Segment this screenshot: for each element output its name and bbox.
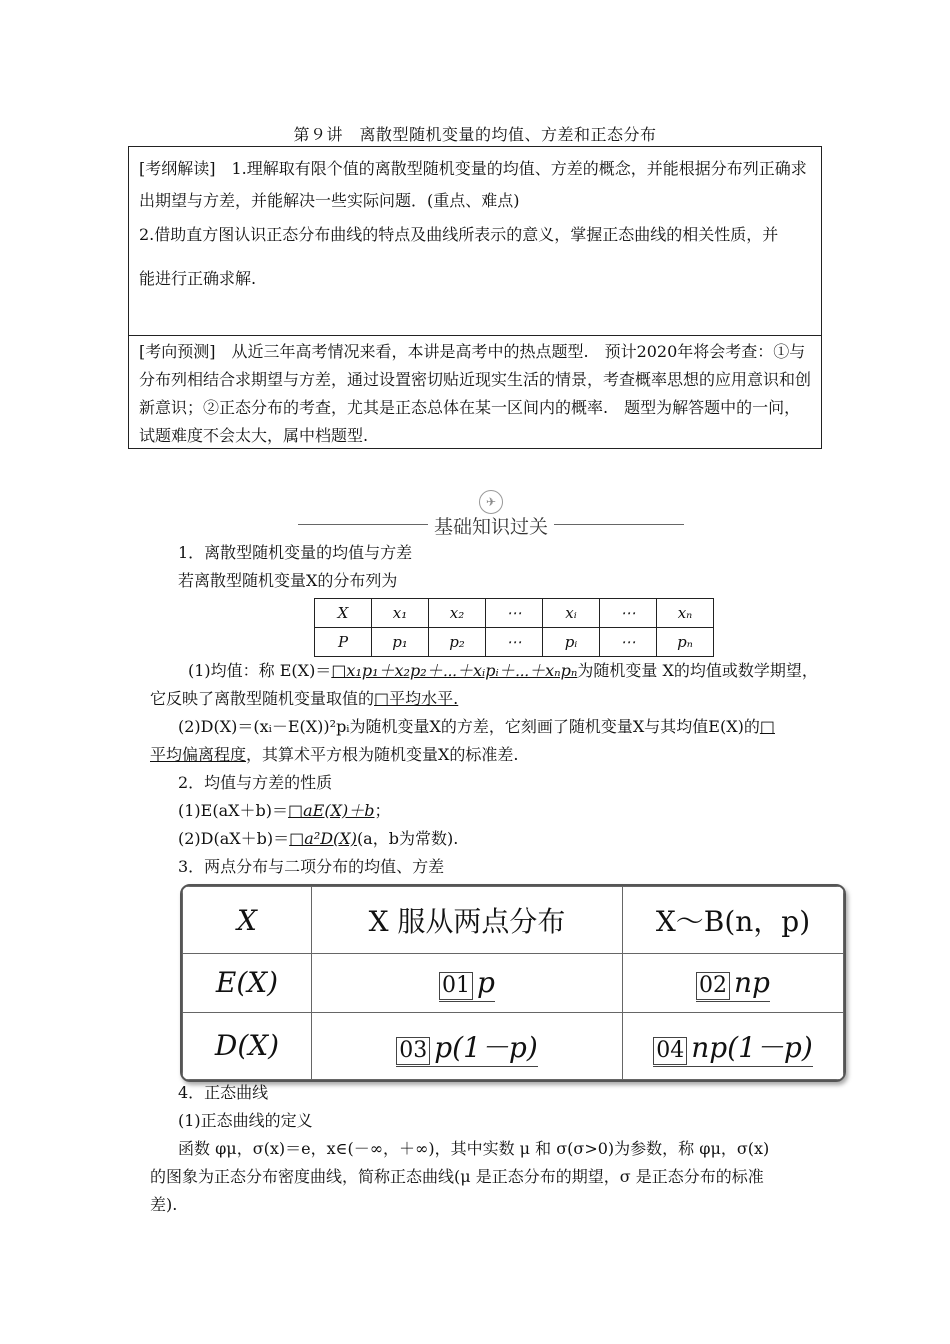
variance-text-2: ，其算术平方根为随机变量X的标准差. bbox=[246, 745, 519, 764]
banner-title: 基础知识过关 bbox=[433, 516, 548, 538]
syllabus-text-1: [考纲解读] 1.理解取有限个值的离散型随机变量的均值、方差的概念，并能根据分布列正确求出期望与方差，并能解决一些实际问题．(重点、难点) bbox=[139, 159, 807, 210]
variance-text: (2)D(X)＝(xᵢ－E(X))²pᵢ为随机变量X的方差，它刻画了随机变量X与其均值E(X)的 bbox=[178, 717, 760, 736]
forecast-text: [考向预测] 从近三年高考情况来看，本讲是高考中的热点题型. 预计2020年将会考查：①与分布列相结合求期望与方差，通过设置密切贴近现实生活的情景，考查概率思想的应用意识和创新意识；②正态分布的考查，尤其是正态总体在某一区间内的概率. 题型为解答题中的一问，试题难度不会太大，属中档题型. bbox=[139, 342, 812, 445]
prop-tail-2: (a，b为常数). bbox=[356, 829, 459, 848]
mean-line-1 bbox=[188, 656, 828, 686]
s4-subheading: (1)正态曲线的定义 bbox=[178, 1111, 313, 1130]
mean-answer-2: □平均水平. bbox=[374, 689, 459, 708]
table-cell: X bbox=[315, 599, 372, 628]
answer-number: 01 bbox=[439, 972, 473, 1000]
table-cell: xᵢ bbox=[543, 599, 600, 628]
row-label: E(X) bbox=[183, 954, 312, 1012]
s4-line-1: 函数 φμ，σ(x)＝e，x∈(－∞，＋∞)，其中实数 μ 和 σ(σ>0)为参数，称 φμ，σ(x) bbox=[178, 1139, 770, 1158]
table-cell: ⋯ bbox=[486, 628, 543, 657]
answer-number: 04 bbox=[653, 1037, 687, 1065]
distribution-summary-table bbox=[180, 884, 846, 1082]
variance-line-2 bbox=[150, 740, 820, 770]
table-cell: ⋯ bbox=[600, 628, 657, 657]
prop-text-1: (1)E(aX＋b)＝ bbox=[178, 801, 289, 820]
variance-line-1 bbox=[178, 712, 828, 742]
prop-line-1 bbox=[178, 796, 848, 826]
forecast-box bbox=[128, 335, 822, 449]
mean-text: (1)均值：称 E(X)＝ bbox=[188, 661, 332, 680]
table-cell: pᵢ bbox=[543, 628, 600, 657]
table-cell: pₙ bbox=[657, 628, 714, 657]
table-row bbox=[183, 1012, 844, 1079]
s1-heading: 1．离散型随机变量的均值与方差 bbox=[178, 543, 413, 562]
section-banner bbox=[298, 488, 684, 540]
answer-value: p(1－p) bbox=[434, 1030, 538, 1064]
answer-number: 03 bbox=[396, 1037, 430, 1065]
table-row bbox=[183, 954, 844, 1012]
syllabus-text-2: 2.借助直方图认识正态分布曲线的特点及曲线所表示的意义，掌握正态曲线的相关性质，并 bbox=[139, 225, 779, 244]
s2-heading: 2．均值与方差的性质 bbox=[178, 773, 333, 792]
s4-heading: 4．正态曲线 bbox=[178, 1083, 269, 1102]
table-cell: p₁ bbox=[372, 628, 429, 657]
row-label: D(X) bbox=[183, 1012, 312, 1079]
table-row bbox=[315, 628, 714, 657]
answer-value: np(1－p) bbox=[691, 1030, 813, 1064]
s1-intro: 若离散型随机变量X的分布列为 bbox=[178, 571, 398, 590]
prop-text-2: (2)D(aX＋b)＝ bbox=[178, 829, 290, 848]
mean-text-tail: 为随机变量 X的均值或数学期望， bbox=[577, 661, 818, 680]
table-cell: ⋯ bbox=[600, 599, 657, 628]
table-cell: p₂ bbox=[429, 628, 486, 657]
answer-number: 02 bbox=[696, 972, 730, 1000]
variance-answer: 平均偏离程度 bbox=[150, 745, 247, 764]
distribution-table bbox=[314, 598, 714, 657]
table-cell: x₁ bbox=[372, 599, 429, 628]
table-row bbox=[315, 599, 714, 628]
table-cell: ⋯ bbox=[486, 599, 543, 628]
s4-line-3: 差). bbox=[150, 1195, 178, 1214]
s4-line-2: 的图象为正态分布密度曲线，简称正态曲线(μ 是正态分布的期望，σ 是正态分布的标准 bbox=[150, 1167, 764, 1186]
table-cell bbox=[312, 1012, 623, 1079]
table-cell: P bbox=[315, 628, 372, 657]
table-cell bbox=[623, 1012, 844, 1079]
table-header: X 服从两点分布 bbox=[312, 887, 623, 954]
table-cell: xₙ bbox=[657, 599, 714, 628]
syllabus-box bbox=[128, 146, 822, 336]
answer-value: np bbox=[734, 965, 770, 999]
table-header: X～B(n，p) bbox=[623, 887, 844, 954]
prop-answer-2: □a²D(X) bbox=[289, 829, 357, 848]
prop-answer-1: □aE(X)＋b bbox=[288, 801, 375, 820]
table-cell bbox=[312, 954, 623, 1012]
variance-box: □ bbox=[759, 717, 775, 736]
table-cell bbox=[623, 954, 844, 1012]
mean-answer: □x₁p₁＋x₂p₂＋⋯＋xᵢpᵢ＋⋯＋xₙpₙ bbox=[331, 661, 578, 680]
s3-heading: 3．两点分布与二项分布的均值、方差 bbox=[178, 857, 445, 876]
table-header: X bbox=[183, 887, 312, 954]
prop-tail-1: ； bbox=[374, 801, 391, 820]
mean-text-2: 它反映了离散型随机变量取值的 bbox=[150, 689, 375, 708]
rocket-icon: ✈ bbox=[479, 490, 503, 514]
table-row bbox=[183, 887, 844, 954]
table-cell: x₂ bbox=[429, 599, 486, 628]
answer-value: p bbox=[477, 965, 495, 999]
syllabus-text-3: 能进行正确求解. bbox=[139, 269, 257, 288]
prop-line-2 bbox=[178, 824, 848, 854]
mean-line-2 bbox=[150, 684, 820, 714]
page-title: 第９讲 离散型随机变量的均值、方差和正态分布 bbox=[293, 125, 657, 144]
